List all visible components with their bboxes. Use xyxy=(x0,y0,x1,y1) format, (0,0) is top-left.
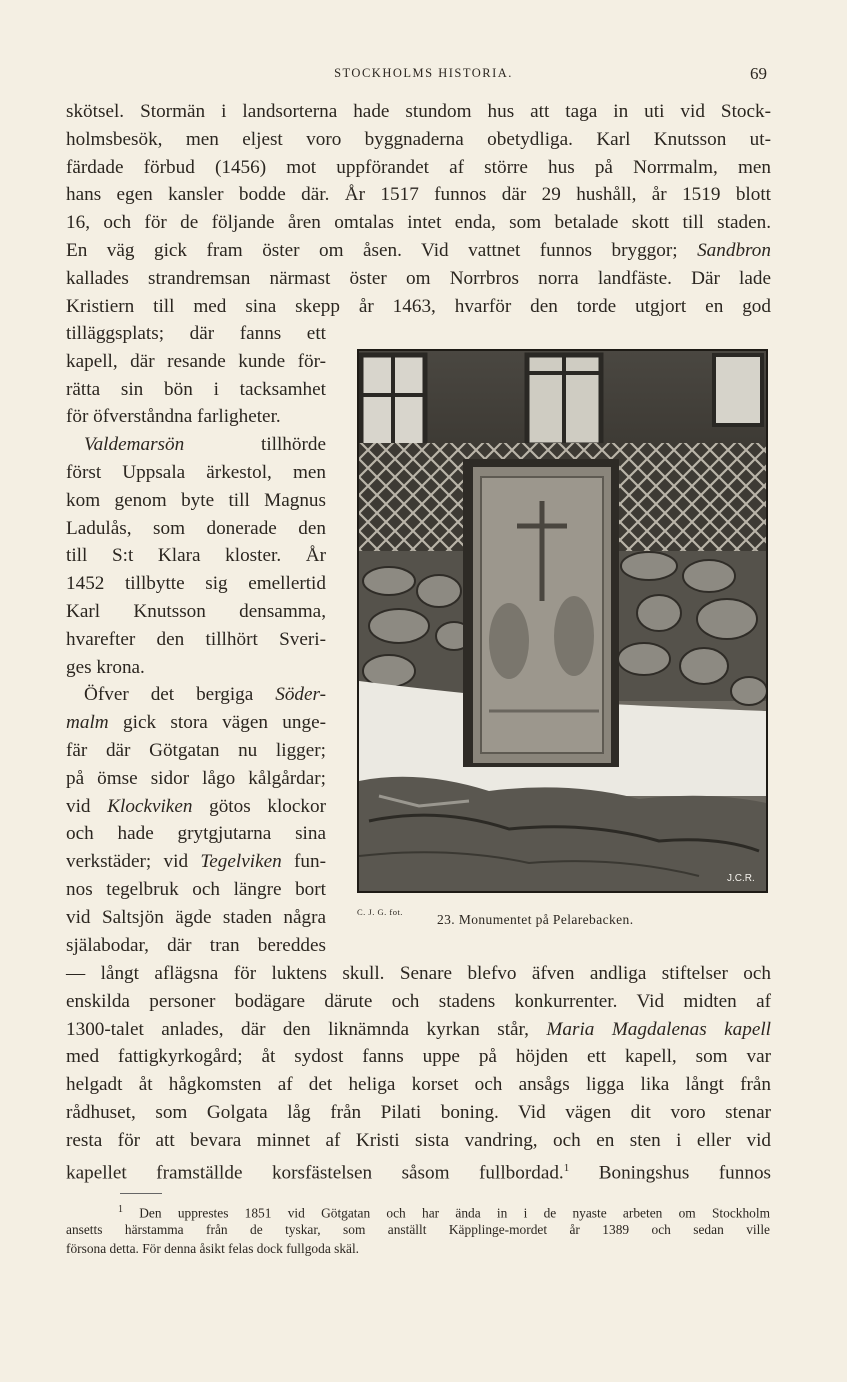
text-line: på ömse sidor lågo kålgårdar; xyxy=(66,767,326,789)
text-line: kom genom byte till Magnus xyxy=(66,489,326,511)
text-line: kallades strandremsan närmast öster om Norrbros norra landfäste. Där lade xyxy=(66,267,771,289)
window-left xyxy=(361,355,425,455)
footnote xyxy=(66,1200,770,1259)
text-line: ges krona. xyxy=(66,656,145,678)
text-line: Valdemarsön tillhörde xyxy=(84,434,326,456)
text-line: 1452 tillbytte sig emellertid xyxy=(66,573,326,595)
text-line: holmsbesök, men eljest voro byggnaderna obetydliga. Karl Knutsson ut- xyxy=(66,128,771,150)
text-line: rätta sin bön i tacksamhet xyxy=(66,378,326,400)
paragraph-top xyxy=(66,98,771,320)
text-line: först Uppsala ärkestol, men xyxy=(66,461,326,483)
text-line: malm gick stora vägen unge- xyxy=(66,712,326,734)
text-line: Öfver det bergiga Söder- xyxy=(84,684,326,706)
photo-credit: C. J. G. fot. xyxy=(357,907,403,917)
window-right xyxy=(714,355,762,425)
text-line: själabodar, där tran bereddes xyxy=(66,934,326,956)
text-line: kapell, där resande kunde för- xyxy=(66,350,326,372)
italic-place-name: Klockviken xyxy=(107,795,193,817)
text-line: skötsel. Stormän i landsorterna hade stundom hus att taga in uti vid Stock- xyxy=(66,101,771,122)
artist-signature: J.C.R. xyxy=(727,873,755,884)
text-line: hans egen kansler bodde där. År 1517 funnos där 29 hushåll, år 1519 blott xyxy=(66,184,771,206)
text-line: rådhuset, som Golgata låg från Pilati boning. Vid vägen dit voro stenar xyxy=(66,1101,771,1123)
text-line: hvarefter den tillhört Sveri- xyxy=(66,628,326,650)
photo-illustration xyxy=(359,351,766,891)
footnote-line: ansetts härstamma från de tyskar, som anställt Käpplinge-mordet år 1389 och sedan ville xyxy=(66,1221,770,1237)
text-line: Kristiern till med sina skepp år 1463, hvarför den torde utgjort en god xyxy=(66,295,771,317)
text-line: — långt aflägsna för luktens skull. Senare blefvo äfven andliga stiftelser och xyxy=(66,963,771,984)
text-line: Karl Knutsson densamma, xyxy=(66,600,326,622)
text-line: resta för att bevara minnet af Kristi sista vandring, och en sten i eller vid xyxy=(66,1129,771,1151)
text-line: nos tegelbruk och längre bort xyxy=(66,878,326,900)
monument-photograph xyxy=(357,349,768,893)
text-line: och hade grytgjutarna sina xyxy=(66,823,326,845)
paragraph-bottom xyxy=(66,960,771,1182)
italic-place-name: Söder- xyxy=(275,684,326,706)
italic-place-name: Sandbron xyxy=(697,239,771,261)
paragraph-column xyxy=(66,320,326,959)
footnote-rule xyxy=(120,1193,162,1194)
italic-place-name: Maria Magdalenas kapell xyxy=(546,1018,771,1040)
footnote-reference: 1 xyxy=(563,1161,570,1174)
text-line: till S:t Klara kloster. År xyxy=(66,545,326,567)
text-line: med fattigkyrkogård; åt sydost fanns uppe på höjden ett kapell, som var xyxy=(66,1046,771,1068)
text-line: vid Saltsjön ägde staden några xyxy=(66,906,326,928)
italic-place-name: malm xyxy=(66,712,109,734)
text-line: vid Klockviken götos klockor xyxy=(66,795,326,817)
text-line: Ladulås, som donerade den xyxy=(66,517,326,539)
text-line: färdade förbud (1456) mot uppförandet af större hus på Norrmalm, men xyxy=(66,156,771,178)
text-line: 16, och för de följande åren omtalas intet enda, som betalade skott till staden. xyxy=(66,212,771,234)
italic-place-name: Tegelviken xyxy=(200,851,282,873)
monument-slab xyxy=(463,459,619,767)
page-number: 69 xyxy=(750,64,767,83)
text-line: fär där Götgatan nu ligger; xyxy=(66,739,326,761)
text-line: enskilda personer bodägare därute och stadens konkurrenter. Vid midten af xyxy=(66,990,771,1012)
text-line: helgadt åt hågkomsten af det heliga korset och ansågs ligga lika långt från xyxy=(66,1074,771,1096)
text-line: kapellet framställde korsfästelsen såsom fullbordad.$^1$ Boningshus funnos xyxy=(66,1161,772,1183)
text-line: 1300-talet anlades, där den liknämnda kyrkan står, Maria Magdalenas kapell xyxy=(66,1018,771,1040)
footnote-marker: 1 xyxy=(118,1204,123,1215)
text-line: tilläggsplats; där fanns ett xyxy=(66,323,326,344)
text-line: verkstäder; vid Tegelviken fun- xyxy=(66,851,326,873)
text-line: En väg gick fram öster om åsen. Vid vattnet funnos bryggor; Sandbron xyxy=(66,239,771,261)
footnote-line: försona detta. För denna åsikt felas dock fullgoda skäl. xyxy=(66,1241,360,1256)
footnote-line: $^1$ Den upprestes 1851 vid Götgatan och har ända in i de nyaste arbeten om Stockholm xyxy=(118,1204,770,1221)
window-middle xyxy=(527,355,601,445)
text-line: för öfverståndna farligheter. xyxy=(66,406,281,428)
running-head: STOCKHOLMS HISTORIA. xyxy=(334,66,513,80)
figure-caption: 23. Monumentet på Pelarebacken. xyxy=(437,912,634,927)
italic-place-name: Valdemarsön xyxy=(84,434,185,456)
